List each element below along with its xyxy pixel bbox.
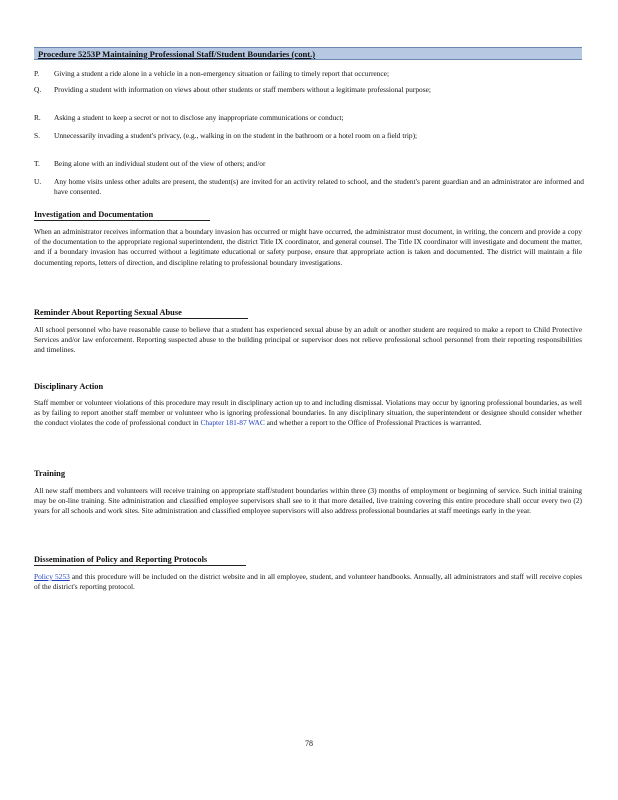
heading-underline [34,565,246,566]
heading-underline [34,220,210,221]
reminder-heading: Reminder About Reporting Sexual Abuse [34,308,182,317]
item-text: Being alone with an individual student out of the view of others; and/or [54,159,266,168]
disciplinary-text: Staff member or volunteer violations of this procedure may result in disciplinary action up to and including dismissal. Violations may occur by ignoring professional boundaries, as well as by failing to report another staff member or volunteer who is ignoring professional boundaries. In any disciplinary situation, the superintendent or designee should consider whether the conduct violates the code of professional conduct in [34,398,582,428]
dissemination-text: and this procedure will be included on the district website and in all employee, student, and volunteer handbooks. Annually, all administrators and staff will receive copies of the district's reporting protocol. [34,572,582,592]
investigation-paragraph: When an administrator receives information that a boundary invasion has occurred or might have occurred, the administrator must document, in writing, the concern and provide a copy of the documentation to the appropriate regional superintendent, the district Title IX coordinator, and general counsel. The Title IX coordinator will investigate and document the matter, and if a boundary invasion has occurred without a legitimate educational or safety purpose, ensure that appropriate action is taken and documented. The district will maintain a file documenting reports, letters of direction, and discipline relating to professional boundary investigations. [34,227,582,267]
disciplinary-paragraph [34,398,582,429]
page-number: 78 [305,739,313,748]
item-text: Any home visits unless other adults are present, the student(s) are invited for an activity related to school, and the student's parent guardian and an administrator are informed and have consented. [54,177,584,196]
procedure-title: Procedure 5253P Maintaining Professional Staff/Student Boundaries (cont.) [38,49,316,59]
procedure-header [34,47,582,60]
training-paragraph: All new staff members and volunteers will receive training on appropriate staff/student boundaries within three (3) months of employment or beginning of service. Such initial training may be on-line training. Site administration and classified employee supervisors shall see to it that more detailed, live training covering this entire procedure shall occur every two (2) years for all schools and work sites. Site administration and classified employee supervisors will also address professional boundaries at staff meetings early in the year. [34,486,582,516]
reminder-paragraph: All school personnel who have reasonable cause to believe that a student has experienced sexual abuse by an adult or another student are required to make a report to Child Protective Services and/or law enforcement. Reporting suspected abuse to the building principal or supervisor does not relieve professional school personnel from their reporting responsibilities and timelines. [34,325,582,355]
item-text: Asking a student to keep a secret or not to disclose any inappropriate communications or conduct; [54,113,344,122]
heading-underline [34,318,248,319]
disciplinary-heading: Disciplinary Action [34,382,104,391]
item-letter: Q. [34,85,42,94]
item-letter: U. [34,177,42,186]
disciplinary-text-end: and whether a report to the Office of Professional Practices is warranted. [264,418,482,428]
policy-5253-link[interactable]: Policy 5253 [34,572,70,581]
dissemination-heading: Dissemination of Policy and Reporting Protocols [34,555,208,564]
item-text: Providing a student with information on views about other students or staff members without a legitimate professional purpose; [54,85,431,94]
training-heading: Training [34,469,66,478]
dissemination-paragraph [34,572,582,592]
wac-chapter-link[interactable]: Chapter 181-87 WAC [200,418,265,428]
item-text: Giving a student a ride alone in a vehicle in a non-emergency situation or failing to timely report that occurrence; [54,69,389,78]
item-text: Unnecessarily invading a student's privacy, (e.g., walking in on the student in the bathroom or a hotel room on a field trip); [54,131,418,140]
item-letter: T. [34,159,40,168]
item-letter: S. [34,131,40,140]
item-letter: P. [34,69,40,78]
item-letter: R. [34,113,41,122]
investigation-heading: Investigation and Documentation [34,210,154,219]
